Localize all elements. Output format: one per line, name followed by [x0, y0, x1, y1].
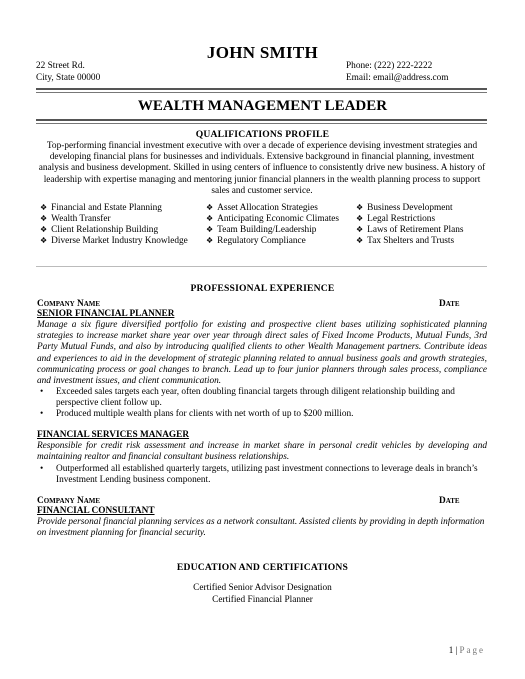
- header-rule-bottom: [36, 119, 487, 121]
- header-rule-top: [36, 88, 487, 90]
- diamond-bullet-icon: ❖: [206, 236, 214, 245]
- company-name: Company Name: [37, 299, 101, 309]
- skill-item: ❖ Regulatory Compliance: [206, 236, 306, 246]
- job-position: FINANCIAL SERVICES MANAGER: [37, 430, 190, 440]
- diamond-bullet-icon: ❖: [206, 214, 214, 223]
- job-description: Provide personal financial planning services as a network consultant. Assisted clients by providing in depth information on investment planning for financial security.: [37, 517, 485, 539]
- section-divider: [36, 266, 487, 267]
- diamond-bullet-icon: ❖: [356, 225, 364, 234]
- address-line-1: 22 Street Rd.: [36, 61, 85, 71]
- diamond-bullet-icon: ❖: [356, 203, 364, 212]
- diamond-bullet-icon: ❖: [40, 225, 48, 234]
- job-description: Responsible for credit risk assessment and increase in market share in personal credit vehicles by developing and maintaining realtor and financial consultant business relationships.: [37, 441, 487, 463]
- header-rule-2: [36, 92, 487, 93]
- skill-item: ❖ Asset Allocation Strategies: [206, 203, 318, 213]
- page-footer: [449, 645, 485, 655]
- address-line-2: City, State 00000: [36, 73, 101, 83]
- job-description: Manage a six figure diversified portfolio for existing and prospective client bases utilizing sophisticated planning strategies to increase market share year over year through direct sales of Fixed Income Products, Mutual Funds, 3rd Party Mutual Funds, and also by introducing qualified clients to other Wealth Management partners. Contribute ideas and experiences to aid in the development of strategic planning related to annual business goals and growth strategies, communicating process or goal changes to branch. Lead up to four junior planners through sales process, compliance and investment issues, and client communication.: [37, 320, 487, 387]
- list-item: • Exceeded sales targets each year, often doubling financial targets through diligent relationship building and perspective client follow up.: [40, 387, 455, 409]
- job-position: FINANCIAL CONSULTANT: [37, 506, 155, 516]
- diamond-bullet-icon: ❖: [40, 214, 48, 223]
- skill-item: ❖ Anticipating Economic Climates: [206, 214, 340, 224]
- education-title: EDUCATION AND CERTIFICATIONS: [176, 562, 349, 573]
- education-item: Certified Senior Advisor Designation: [193, 583, 332, 593]
- list-item: • Outperformed all established quarterly targets, utilizing past investment connections to leverage deals in branch’s Investment Lending business component.: [40, 464, 478, 486]
- page-number: 1: [448, 645, 454, 655]
- skill-item: ❖ Diverse Market Industry Knowledge: [40, 236, 188, 246]
- education-item: Certified Financial Planner: [212, 595, 313, 605]
- diamond-bullet-icon: ❖: [206, 203, 214, 212]
- skill-item: ❖ Wealth Transfer: [40, 214, 111, 224]
- bullet-dot-icon: •: [40, 387, 44, 397]
- skill-item: ❖ Team Building/Leadership: [206, 225, 317, 235]
- diamond-bullet-icon: ❖: [40, 236, 48, 245]
- skill-item: ❖ Legal Restrictions: [356, 214, 436, 224]
- company-name: Company Name: [37, 496, 101, 506]
- skill-item: ❖ Laws of Retirement Plans: [356, 225, 464, 235]
- skill-item: ❖ Tax Shelters and Trusts: [356, 236, 455, 246]
- diamond-bullet-icon: ❖: [356, 236, 364, 245]
- header-rule-4: [36, 123, 487, 124]
- bullet-dot-icon: •: [40, 464, 44, 474]
- job-position: SENIOR FINANCIAL PLANNER: [37, 309, 175, 319]
- experience-title: PROFESSIONAL EXPERIENCE: [190, 283, 335, 294]
- headline: WEALTH MANAGEMENT LEADER: [137, 98, 388, 114]
- diamond-bullet-icon: ❖: [356, 214, 364, 223]
- skill-item: ❖ Business Development: [356, 203, 453, 213]
- qualifications-summary: Top-performing financial investment executive with over a decade of experience devising investment strategies and developing financial plans for businesses and individuals. Extensive background in financial planning, investment analysis and business development. Skilled in using centers of influence to consistently drive new business. A history of leadership with expertise managing and mentoring junior financial planners in the wealth planning process to support sales and customer service.: [38, 141, 486, 196]
- page-label: Page: [459, 645, 485, 655]
- skill-item: ❖ Financial and Estate Planning: [40, 203, 162, 213]
- diamond-bullet-icon: ❖: [40, 203, 48, 212]
- diamond-bullet-icon: ❖: [206, 225, 214, 234]
- qualifications-title: QUALIFICATIONS PROFILE: [195, 129, 330, 140]
- bullet-dot-icon: •: [40, 409, 44, 419]
- email-text: Email: email@address.com: [346, 73, 449, 83]
- resume-name: JOHN SMITH: [206, 43, 319, 62]
- list-item: • Produced multiple wealth plans for clients with net worth of up to $200 million.: [40, 409, 354, 419]
- phone-text: Phone: (222) 222-2222: [346, 61, 433, 71]
- footer-separator: |: [455, 645, 458, 655]
- job-date: Date: [439, 299, 460, 309]
- skill-item: ❖ Client Relationship Building: [40, 225, 159, 235]
- job-date: Date: [439, 496, 460, 506]
